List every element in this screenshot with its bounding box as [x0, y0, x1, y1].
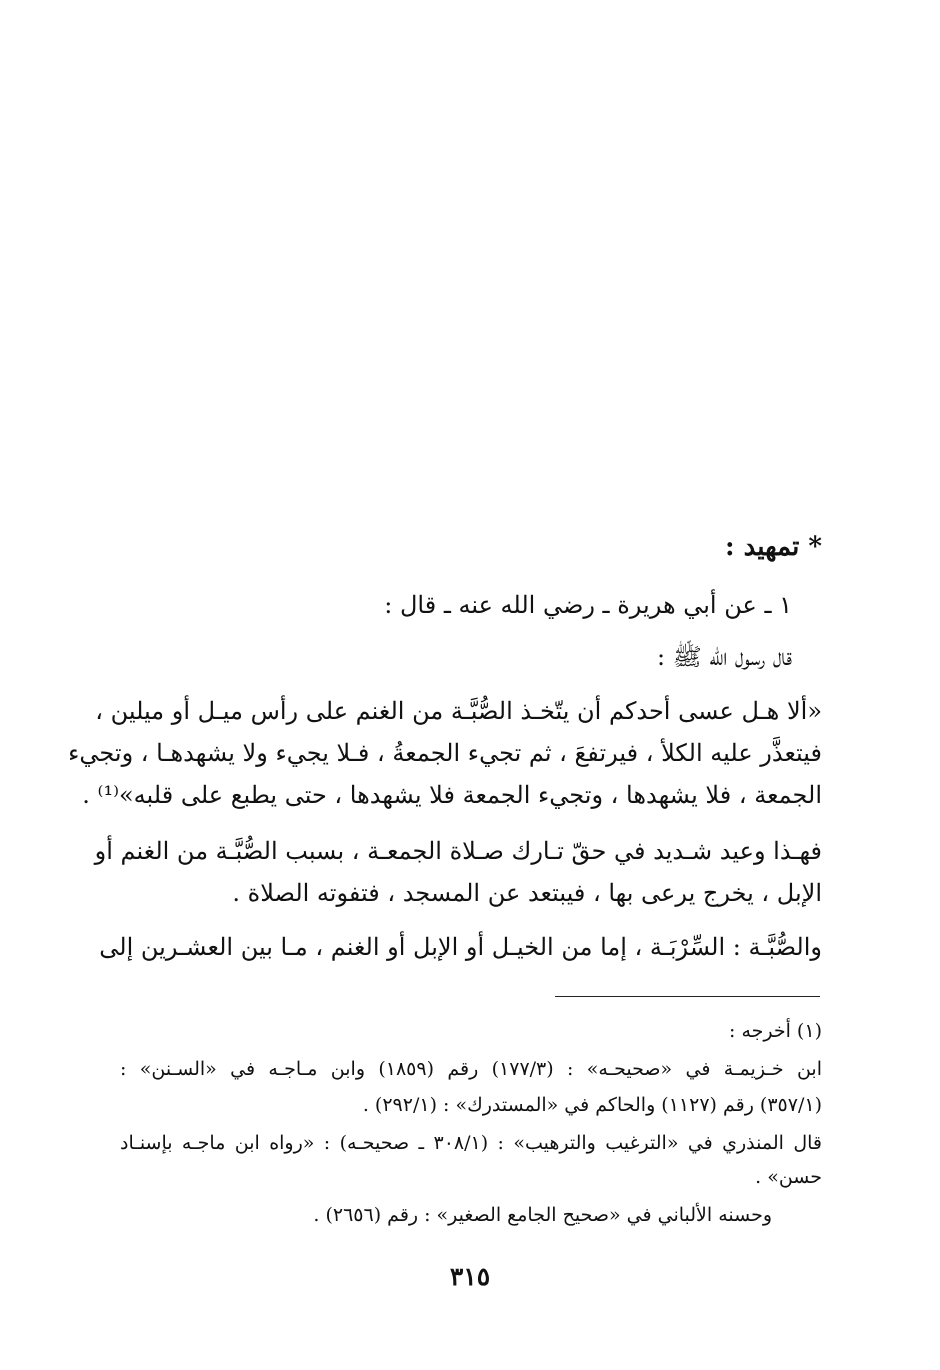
footnote-line: وحسنه الألباني في «صحيح الجامع الصغير» : رقم (٢٦٥٦) .: [313, 1204, 772, 1226]
hadith-text-line: فيتعذَّر عليه الكلأ ، فيرتفعَ ، ثم تجيء الجمعةُ ، فـلا يجيء ولا يشهدهـا ، وتجيء: [68, 739, 822, 767]
hadith-text-line: «ألا هـل عسى أحدكم أن يتّخـذ الصُّبَّـة من الغنم على رأس ميـل أو ميلين ،: [95, 697, 822, 725]
section-heading: * تمهيد :: [724, 532, 822, 562]
page-number: ٣١٥: [449, 1262, 491, 1291]
footnote-line: ابن خـزيمـة في «صحيحـه» : (١٧٧/٣) رقم (١٨٥٩) وابن مـاجـه في «السـنن» :: [120, 1058, 823, 1080]
footnote-divider: [555, 996, 820, 997]
hadith-intro-line: ١ ـ عن أبي هريرة ـ رضي الله عنه ـ قال :: [384, 591, 792, 619]
hadith-text-line: الجمعة ، فلا يشهدها ، وتجيء الجمعة فلا يشهدها ، حتى يطبع على قلبه»⁽¹⁾ .: [82, 781, 822, 809]
commentary-line: فهـذا وعيد شـديد في حقّ تـارك صـلاة الجمعـة ، بسبب الصُّبَّـة من الغنم أو: [94, 837, 822, 865]
footnote-line: قال المنذري في «الترغيب والترهيب» : (٣٠٨/١ ـ صحيحـه) : «رواه ابن ماجـه بإسنـاد: [120, 1132, 823, 1154]
footnote-heading: (١) أخرجه :: [729, 1020, 822, 1042]
footnote-line: حسن» .: [755, 1166, 822, 1188]
commentary-line: الإبل ، يخرج يرعى بها ، فيبتعد عن المسجد ، فتفوته الصلاة .: [232, 879, 822, 907]
prophet-said-line: قال رسول الله ﷺ :: [657, 643, 792, 671]
footnote-line: (٣٥٧/١) رقم (١١٢٧) والحاكم في «المستدرك» : (٢٩٢/١) .: [362, 1094, 822, 1116]
definition-line: والصُّبَّـة : السِّرْبَـة ، إما من الخيـل أو الإبل أو الغنم ، مـا بين العشـرين إلى: [99, 933, 822, 961]
